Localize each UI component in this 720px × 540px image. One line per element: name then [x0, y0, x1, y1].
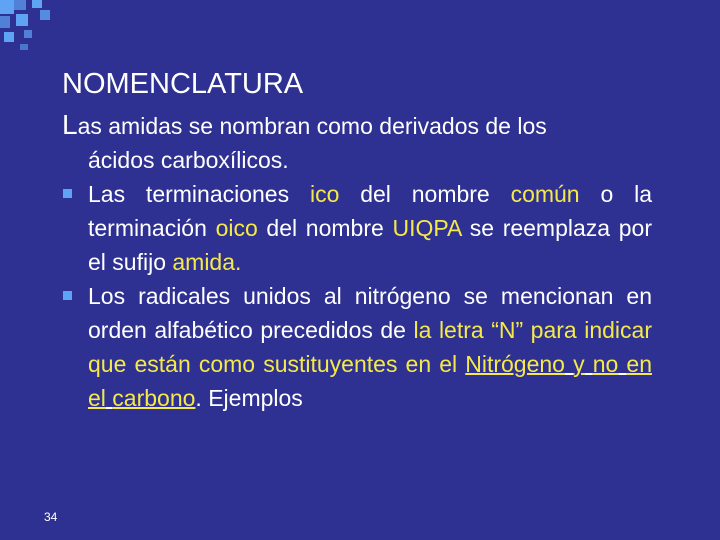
- deco-square: [32, 0, 42, 8]
- highlight-text: la letra “N” para indicar que están como sustituyentes en el: [88, 317, 652, 377]
- bullet-item-radicals: [62, 279, 652, 415]
- slide-body: [62, 108, 652, 415]
- underlined-text: y: [573, 351, 585, 377]
- bullet-text: se reemplaza por el sufijo: [88, 215, 652, 275]
- highlight-text: ico: [309, 181, 340, 207]
- bullet-text: Los radicales unidos al nitrógeno se mencionan en orden alfabético precedidos de: [88, 283, 652, 343]
- underlined-space: [585, 351, 593, 377]
- intro-first-letter: L: [62, 109, 78, 140]
- intro-continuation: ácidos carboxílicos.: [88, 147, 289, 173]
- deco-square: [4, 32, 14, 42]
- highlight-text: UIQPA: [392, 215, 462, 241]
- underlined-text: el: [88, 385, 106, 411]
- bullet-square-icon: [63, 291, 72, 300]
- deco-square: [16, 14, 28, 26]
- deco-square: [40, 10, 50, 20]
- bullet-text: Las terminaciones: [88, 181, 310, 207]
- page-number: 34: [44, 510, 58, 524]
- slide-title: NOMENCLATURA: [62, 68, 304, 100]
- bullet-text: del nombre: [257, 215, 393, 241]
- underlined-text: en: [626, 351, 652, 377]
- bullet-square-icon: [63, 189, 72, 198]
- deco-square: [24, 30, 32, 38]
- underlined-space: [565, 351, 573, 377]
- bullet-text: del nombre: [339, 181, 511, 207]
- bullet-text: . Ejemplos: [195, 385, 303, 411]
- highlight-text: amida.: [172, 249, 242, 275]
- bullet-item-terminations: [62, 177, 652, 279]
- highlight-text: oico: [215, 215, 258, 241]
- underlined-text: carbono: [112, 385, 196, 411]
- deco-square: [20, 44, 28, 50]
- bullet-text: o la terminación: [88, 181, 652, 241]
- deco-square: [0, 16, 10, 28]
- underlined-text: Nitrógeno: [465, 351, 565, 377]
- intro-text: as amidas se nombran como derivados de los: [77, 113, 547, 139]
- deco-square: [14, 0, 26, 10]
- deco-square: [0, 0, 14, 14]
- underlined-text: no: [592, 351, 619, 377]
- intro-line: [62, 108, 652, 143]
- highlight-text: común: [510, 181, 580, 207]
